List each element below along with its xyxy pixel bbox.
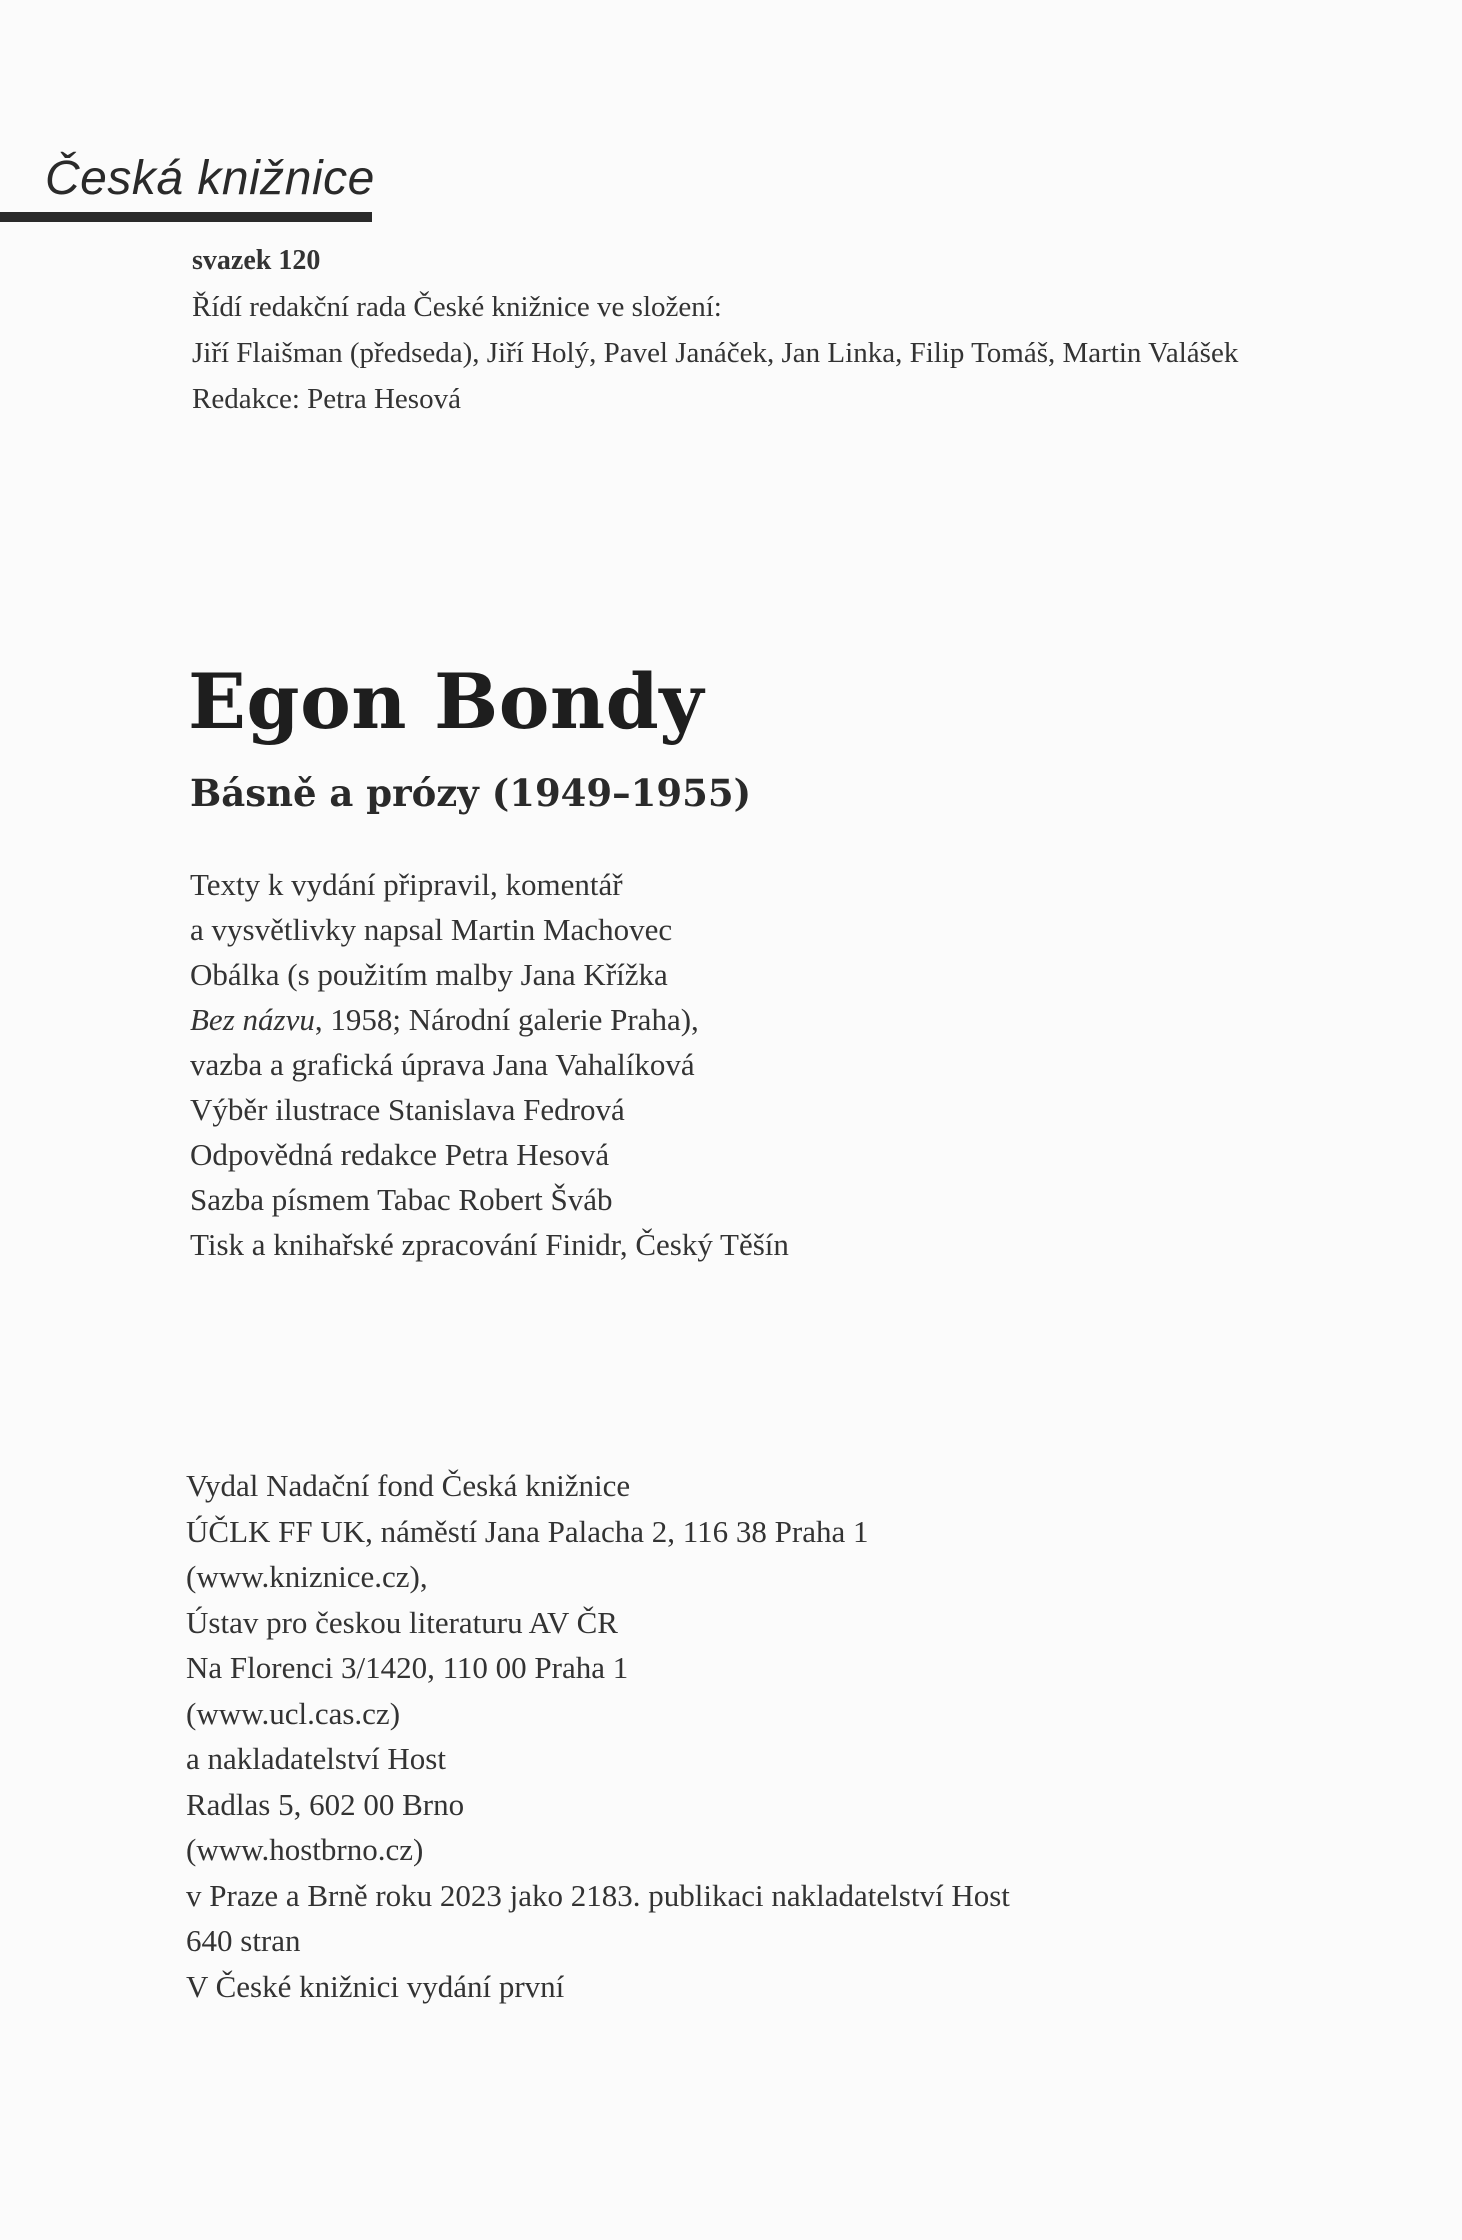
book-title: Básně a prózy (1949–1955) xyxy=(190,771,752,815)
credit-line: Výběr ilustrace Stanislava Fedrová xyxy=(190,1092,625,1127)
board-intro: Řídí redakční rada České knižnice ve složení: xyxy=(192,291,722,323)
imprint-line: Radlas 5, 602 00 Brno xyxy=(186,1786,465,1822)
imprint-block xyxy=(186,1463,1010,2009)
imprint-line: ÚČLK FF UK, náměstí Jana Palacha 2, 116 38 Praha 1 xyxy=(186,1513,869,1549)
series-header xyxy=(192,238,1238,422)
board-members: Jiří Flaišman (předseda), Jiří Holý, Pavel Janáček, Jan Linka, Filip Tomáš, Martin Valášek xyxy=(192,337,1239,369)
imprint-line: v Praze a Brně roku 2023 jako 2183. publikaci nakladatelství Host xyxy=(186,1877,1010,1913)
volume-number: svazek 120 xyxy=(192,245,321,276)
imprint-line: 640 stran xyxy=(186,1923,301,1958)
imprint-line: Na Florenci 3/1420, 110 00 Praha 1 xyxy=(186,1650,629,1685)
credit-line xyxy=(190,997,789,1042)
imprint-line: (www.hostbrno.cz) xyxy=(186,1832,424,1867)
imprint-line: V České knižnici vydání první xyxy=(186,1968,565,2004)
credit-line: Obálka (s použitím malby Jana Křížka xyxy=(190,957,668,992)
credit-line: vazba a grafická úprava Jana Vahalíková xyxy=(190,1047,695,1082)
series-editor: Redakce: Petra Hesová xyxy=(192,383,461,415)
artwork-details: , 1958; Národní galerie Praha), xyxy=(314,1002,699,1037)
author-name: Egon Bondy xyxy=(188,657,704,746)
credit-line: Odpovědná redakce Petra Hesová xyxy=(190,1137,610,1172)
credits-block xyxy=(190,862,789,1267)
imprint-line: (www.kniznice.cz), xyxy=(186,1559,428,1594)
imprint-line: (www.ucl.cas.cz) xyxy=(186,1695,401,1731)
series-title: Česká knižnice xyxy=(45,152,375,205)
credit-line: Sazba písmem Tabac Robert Šváb xyxy=(190,1182,613,1217)
imprint-line: Vydal Nadační fond Česká knižnice xyxy=(186,1468,631,1503)
imprint-line: a nakladatelství Host xyxy=(186,1741,446,1776)
credit-line: Tisk a knihařské zpracování Finidr, Český Těšín xyxy=(190,1227,789,1262)
imprint-line: Ústav pro českou literaturu AV ČR xyxy=(186,1604,618,1640)
series-rule xyxy=(0,212,372,222)
credit-line: a vysvětlivky napsal Martin Machovec xyxy=(190,912,673,947)
credit-line: Texty k vydání připravil, komentář xyxy=(190,867,623,902)
artwork-title: Bez názvu xyxy=(190,1002,315,1037)
